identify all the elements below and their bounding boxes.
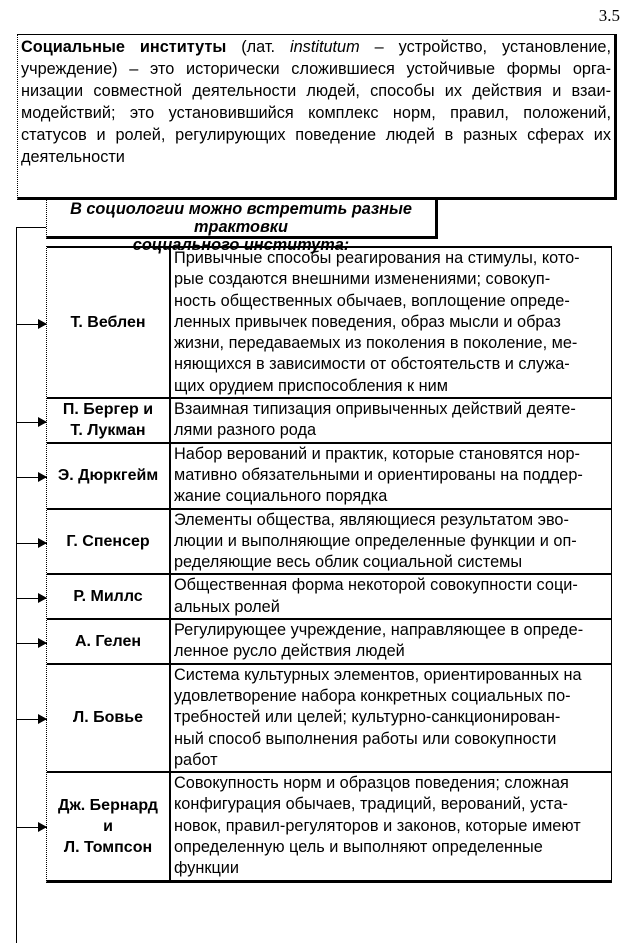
author-name-line: Г. Спенсер — [66, 533, 150, 550]
definition-text-line: ленных привычек поведения, образ мысли и образ — [174, 312, 561, 331]
subtitle-line: В социологии можно встретить разные трактовки — [70, 200, 412, 236]
interpretations-table — [46, 246, 612, 883]
definition-text-line: мативно обязательными и ориентированы на поддер- — [174, 465, 583, 484]
arrow-icon — [17, 324, 47, 325]
author-name — [47, 399, 171, 442]
definition-text-line: Набор верований и практик, которые становятся нор- — [174, 444, 580, 463]
author-name — [47, 510, 171, 574]
page-number: 3.5 — [598, 6, 620, 25]
table-row — [47, 246, 612, 397]
arrow-icon — [17, 422, 47, 423]
definition-text-line: удовлетворение набора конкретных социальных по- — [174, 686, 571, 705]
author-name-line: Т. Веблен — [70, 314, 146, 332]
definition-text-line: лями разного рода — [174, 421, 317, 440]
author-name — [47, 248, 171, 397]
definition-term: Социальные институты — [21, 38, 227, 56]
definition-text — [171, 665, 612, 771]
definition-text-line: ный способ выполнения работы или совокупности — [174, 729, 557, 748]
definition-text-line: Взаимная типизация опривыченных действий деяте- — [174, 400, 576, 419]
definition-text-line: Привычные способы реагирования на стимулы, кото- — [174, 249, 580, 267]
definition-text-line: Система культурных элементов, ориентированных на — [174, 665, 582, 684]
author-name — [47, 665, 171, 771]
connector-line — [16, 227, 17, 943]
definition-text-line: Совокупность норм и образцов поведения; сложная — [174, 774, 569, 793]
author-name — [47, 773, 171, 879]
definition-text-line: конфигурация обычаев, традиций, верований, уста- — [174, 795, 568, 814]
definition-line: низации совместной деятельности людей, способы их действия и взаи- — [21, 82, 611, 100]
definition-text-line: ность общественных обычаев, воплощение опреде- — [174, 291, 570, 310]
subtitle-box — [46, 199, 438, 254]
definition-text-line: люции и выполняющие определенные функции и оп- — [174, 531, 577, 550]
definition-line: статусов и ролей, регулирующих поведение людей в разных сферах их — [21, 126, 611, 144]
author-name — [47, 620, 171, 663]
definition-text-line: требностей или целей; культурно-санкционирован- — [174, 708, 561, 727]
arrow-icon — [17, 598, 47, 599]
arrow-icon — [17, 719, 47, 720]
table-row — [47, 618, 612, 663]
author-name-line: П. Бергер и — [62, 401, 154, 419]
definition-text — [171, 773, 612, 879]
definition-line: деятельности — [21, 148, 125, 166]
definition-text — [171, 620, 612, 663]
author-name — [47, 444, 171, 508]
author-name-line: Э. Дюркгейм — [57, 467, 159, 485]
definition-text-line: Общественная форма некоторой совокупности соци- — [174, 576, 578, 595]
author-name-line: Дж. Бернард — [58, 796, 158, 814]
connector-line — [16, 227, 46, 228]
definition-text-line: работ — [174, 750, 218, 769]
definition-text — [171, 444, 612, 508]
definition-text-line: жизни, передаваемых из поколения в поколение, ме- — [174, 334, 578, 353]
definition-text-line: определенную цель и выполняют определенные — [174, 838, 543, 857]
definition-text-line: ленное русло действия людей — [174, 642, 405, 661]
author-name-line: Л. Томпсон — [63, 838, 153, 856]
definition-line: учреждение) – это исторически сложившиеся устойчивые формы орга- — [21, 60, 611, 78]
definition-text — [171, 399, 612, 442]
definition-text — [171, 510, 612, 574]
table-row — [47, 663, 612, 771]
definition-text-line: ределяющие весь облик социальной системы — [174, 553, 523, 572]
author-name — [47, 575, 171, 618]
definition-text-line: няющихся в зависимости от обстоятельств и служа- — [174, 355, 570, 374]
definition-line: модействий; это установившийся комплекс норм, правил, положений, — [21, 104, 611, 122]
author-name-line: Р. Миллс — [73, 588, 143, 606]
table-row — [47, 771, 612, 879]
table-row — [47, 508, 612, 574]
author-name-line: и — [103, 817, 113, 835]
definition-text-line: Элементы общества, являющиеся результатом эво- — [174, 510, 569, 529]
definition-text-line: щих орудием приспособления к ним — [174, 376, 448, 395]
definition-text-line: Регулирующее учреждение, направляющее в опреде- — [174, 621, 584, 640]
arrow-icon — [17, 477, 47, 478]
table-row — [47, 397, 612, 442]
definition-text-line: новок, правил-регуляторов и законов, которые имеют — [174, 816, 581, 835]
latin-term: institutum — [290, 38, 360, 56]
author-name-line: Л. Бовье — [73, 709, 143, 727]
definition-text-line: жание социального порядка — [174, 487, 388, 506]
author-name-line: Т. Лукман — [70, 422, 146, 440]
definition-text — [171, 248, 612, 397]
arrow-icon — [17, 827, 47, 828]
definition-box — [17, 34, 617, 200]
definition-text-line: функции — [174, 859, 239, 878]
definition-text — [171, 575, 612, 618]
author-name-line: А. Гелен — [74, 632, 142, 650]
table-row — [47, 573, 612, 618]
definition-text-line: альных ролей — [174, 597, 280, 616]
arrow-icon — [17, 643, 47, 644]
subtitle-line: социального института: — [132, 236, 350, 254]
definition-line: Социальные институты (лат. institutum – устройство, установление, — [21, 38, 611, 56]
table-row — [47, 442, 612, 508]
definition-text-line: рые создаются внешними изменениями; совокуп- — [174, 270, 551, 289]
arrow-icon — [17, 543, 47, 544]
